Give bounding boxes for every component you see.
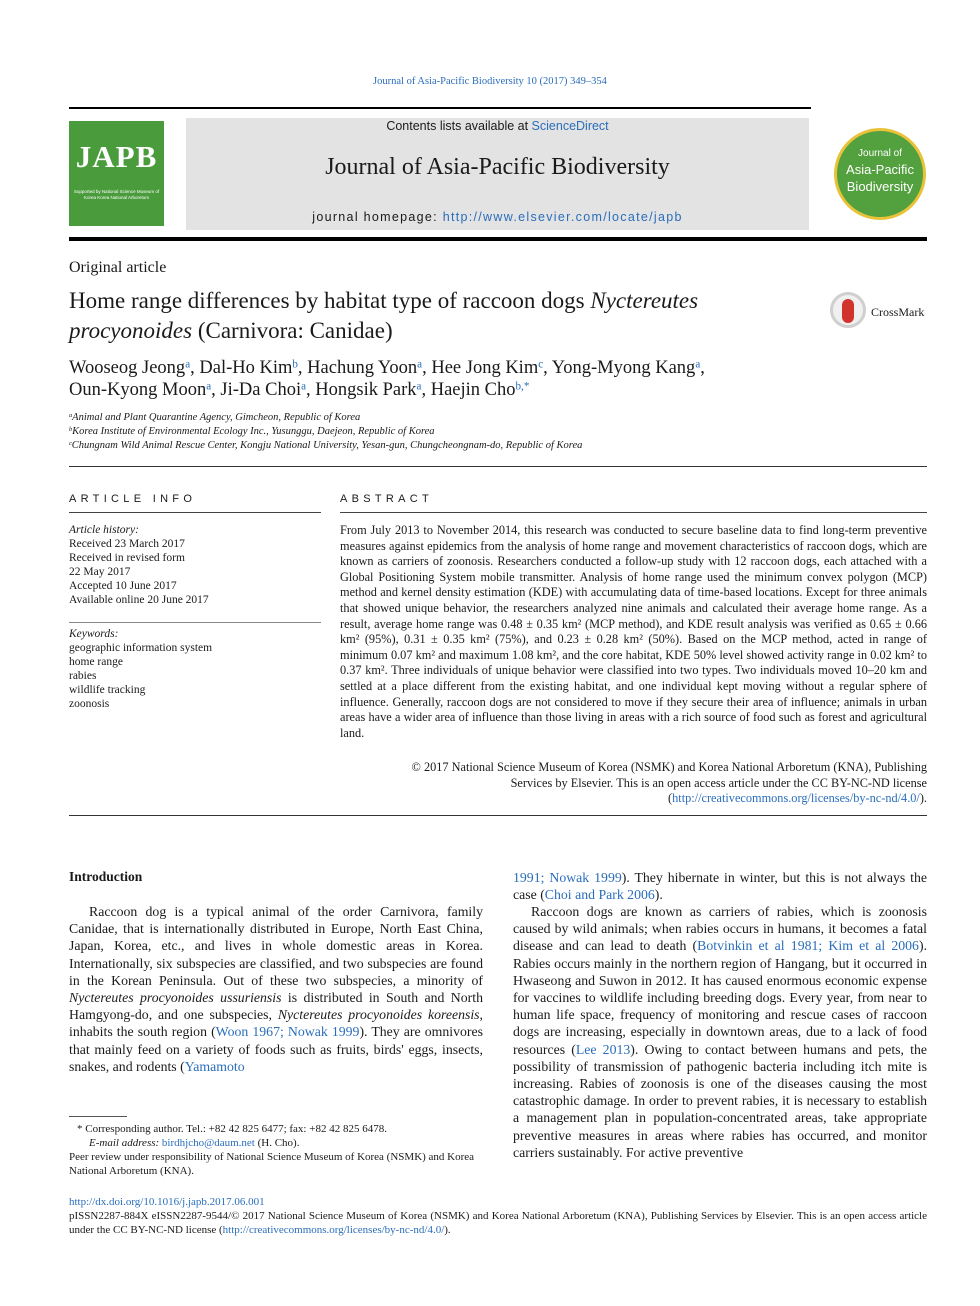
author-list: Wooseog Jeong$^a$, Dal-Ho Kim$^b$, Hachung Yoon$^a$, Hee Jong Kim$^c$, Yong-Myong Kang$^a$, Oun-Kyong Moon$^a$, Ji-Da Choi$^a$, Hongsik Park$^a$, Haejin Cho$^{b,*}$ <box>69 358 705 400</box>
reference-link[interactable]: Botvinkin et al 1981; Kim et al 2006 <box>697 938 919 954</box>
sciencedirect-link[interactable]: ScienceDirect <box>531 119 609 133</box>
article-history <box>69 523 321 607</box>
abstract-heading: ABSTRACT <box>340 493 434 505</box>
journal-homepage <box>186 210 809 224</box>
history-item: Accepted 10 June 2017 <box>69 580 177 592</box>
abstract-copyright <box>340 760 927 807</box>
author-name: Haejin Cho <box>430 380 516 400</box>
affiliation-key: b <box>69 425 73 433</box>
affiliation-rule <box>69 466 927 467</box>
author-name: Wooseog Jeong <box>69 358 186 378</box>
author-name: Oun-Kyong Moon <box>69 380 207 400</box>
author-affiliation-marker[interactable]: a <box>185 358 191 371</box>
affiliation-item <box>69 425 929 439</box>
bottom-license-link[interactable]: http://creativecommons.org/licenses/by-nc-nd/4.0/ <box>222 1224 445 1236</box>
affiliation-key: c <box>69 439 72 447</box>
introduction-heading: Introduction <box>69 869 143 884</box>
history-item: Received 23 March 2017 <box>69 538 185 550</box>
journal-title: Journal of Asia-Pacific Biodiversity <box>325 154 670 180</box>
journal-citation[interactable]: Journal of Asia-Pacific Biodiversity 10 (2017) 349–354 <box>373 76 607 87</box>
intro-text: ). Rabies occurs mainly in the northern region of Hangang, but it occurred in Hwaseong and Suwon in 2012. It has caused enormous economic expense for vaccines to wildlife including breeding dogs. Every year, from near to human life space, frequency of monitoring and rescue cases of raccoon dogs are increasing, especially in downtown areas, due to a lack of food resources ( <box>513 938 928 1057</box>
affiliation-item <box>69 411 929 425</box>
species-name: Nyctereutes procyonoides ussuriensis <box>69 990 282 1006</box>
affiliations <box>69 411 929 453</box>
abstract-text: From July 2013 to November 2014, this research was conducted to secure baseline data to find long-term preventive measures against epidemics from the analysis of home range and movement characteristics of raccoon dogs, which are known as carriers of zoonosis. Researchers conducted a follow-up study with 12 raccoon dogs, each attached with a Global Positioning System mobile transmitter. Analysis of home range used the minimum convex polygon (MCP) method and kernel density estimation (KDE) with accumulating data of time-based locations. Except for three animals that showed unique behavior, the researchers analyzed nine animals and calculated their average home range. As a result, average home range was 0.48 ± 0.35 km² (MCP method), and KDE result analysis was verified as 0.65 ± 0.66 km² (95%), 0.31 ± 0.35 km² (75%), and 0.23 ± 0.28 km² (50%). Based on the MCP method, acted in range of minimum 0.07 km² and maximum 1.08 km², and the core habitat, KDE 50% level showed activity range in 0.02 km² to 0.37 km². Three individuals of unique behavior were classified into two types. Two individuals moved 10–20 km and settled at a place different from the existing habitat, and one individual kept moving without a regular sphere of influence. Generally, raccoon dogs are not considered to move if they secure their area of influence; animals in urban areas have a wider area of influence than those living in areas with a rich source of food such as forest and agricultural land. <box>340 523 927 740</box>
keywords-label: Keywords: <box>69 628 119 640</box>
author-name: Ji-Da Choi <box>220 380 302 400</box>
history-item: Received in revised form <box>69 552 185 564</box>
header-thick-rule <box>69 237 927 241</box>
affiliation-key: a <box>69 411 73 419</box>
reference-link[interactable]: 1991; Nowak 1999 <box>513 870 622 885</box>
contents-prefix: Contents lists available at <box>386 119 532 133</box>
footnote-rule <box>69 1116 127 1117</box>
copyright-line1: © 2017 National Science Museum of Korea (NSMK) and Korea National Arboretum (KNA), Publishing <box>411 760 927 774</box>
intro-text: ). They are omnivores that mainly feed on a variety of foods such as fruits, birds' eggs, insects, snakes, and rodents ( <box>69 1024 483 1074</box>
author-affiliation-marker[interactable]: c <box>538 358 544 371</box>
reference-link[interactable]: Woon 1967; Nowak 1999 <box>215 1024 360 1040</box>
bottom-info <box>69 1195 927 1237</box>
keyword-item: zoonosis <box>69 698 110 710</box>
intro-text: ). <box>654 887 663 903</box>
email-suffix: (H. Cho). <box>254 1137 300 1149</box>
title-species: Nyctereutes procyonoides <box>69 288 699 343</box>
affiliation-text: Chungnam Wild Animal Rescue Center, Kongju National University, Yesan-gun, Chungcheongnam-do, Republic of Korea <box>71 440 583 451</box>
intro-text: ). They hibernate in winter, but this is not always the case ( <box>513 870 927 903</box>
intro-text: ). Owing to contact between humans and pets, the possibility of transmission of pathogenic bacteria including itch mite is increasing. Rabies of zoonosis is one of the diseases causing the most catastrophic damage. In order to prevent rabies, it is necessary to establish a management plan in population-concentrated areas, take appropriate preventive measures in areas where rabies has occurred, and monitor carriers sustainably. For active preventive <box>513 1041 927 1160</box>
keyword-item: geographic information system <box>69 642 213 654</box>
author-affiliation-marker[interactable]: a <box>301 380 307 393</box>
abstract-rule <box>340 512 927 513</box>
intro-text: Raccoon dog is a typical animal of the order Carnivora, family Canidae, that is internationally distributed in Europe, North East China, Japan, Korea, etc., and lives in whole domestic areas in Korea. Internationally, six subspecies are classified, and two subspecies are found in the Korean Peninsula. Out of these two subspecies, a minority of <box>69 904 483 988</box>
keyword-item: home range <box>69 656 123 668</box>
contents-line <box>186 119 809 133</box>
affiliation-text: Korea Institute of Environmental Ecology Inc., Yusunggu, Daejeon, Republic of Korea <box>72 426 435 437</box>
reference-link[interactable]: Choi and Park 2006 <box>544 887 655 903</box>
bottom-license-suffix: ). <box>444 1224 451 1236</box>
copyright-suffix: ). <box>919 791 927 806</box>
corresponding-author: * Corresponding author. Tel.: +82 42 825 6477; fax: +82 42 825 6478. <box>77 1123 387 1135</box>
history-item: Available online 20 June 2017 <box>69 594 209 606</box>
issn-text: pISSN2287-884X eISSN2287-9544/© 2017 National Science Museum of Korea (NSMK) and Korea National Arboretum (KNA), Publishing Services by Elsevier. This is an open access article under the CC BY-NC-ND license ( <box>69 1210 927 1236</box>
keywords-rule <box>69 622 321 623</box>
crossmark-icon <box>830 292 866 328</box>
affiliation-item <box>69 439 929 453</box>
author-name: Yong-Myong Kang <box>551 358 696 378</box>
license-link[interactable]: http://creativecommons.org/licenses/by-nc-nd/4.0/ <box>672 791 920 806</box>
species-name: Nyctereutes procyonoides koreensis <box>277 1007 480 1023</box>
article-info-heading: ARTICLE INFO <box>69 493 197 505</box>
crossmark-label: CrossMark <box>871 305 925 319</box>
author-name: Hachung Yoon <box>307 358 418 378</box>
email-label: E-mail address: <box>89 1137 162 1149</box>
footnotes <box>69 1122 483 1178</box>
logo-line2: Asia-Pacific <box>846 162 914 177</box>
intro-right-paragraph <box>513 903 927 1161</box>
title-part2: (Carnivora: Canidae) <box>192 318 393 343</box>
reference-link[interactable]: Yamamoto <box>184 1058 245 1074</box>
intro-left-column <box>69 903 483 1075</box>
author-affiliation-marker[interactable]: a <box>417 358 423 371</box>
homepage-link[interactable]: http://www.elsevier.com/locate/japb <box>442 210 683 224</box>
author-affiliation-marker[interactable]: a <box>416 380 422 393</box>
japb-logo-subtext: Supported by National Science Museum of Korea Korea National Arboretum <box>73 189 160 200</box>
affiliation-text: Animal and Plant Quarantine Agency, Gimcheon, Republic of Korea <box>72 412 361 423</box>
author-affiliation-marker[interactable]: b,* <box>515 380 530 393</box>
article-info-rule <box>69 512 321 513</box>
header-rule <box>69 107 811 109</box>
email-link[interactable]: birdhjcho@daum.net <box>161 1137 255 1149</box>
keyword-item: wildlife tracking <box>69 684 146 696</box>
logo-line3: Biodiversity <box>846 179 914 194</box>
japb-logo-text: JAPB <box>75 139 158 174</box>
history-item: 22 May 2017 <box>69 566 131 578</box>
author-affiliation-marker[interactable]: b <box>292 358 298 371</box>
intro-text: , inhabits the south region ( <box>69 1007 483 1040</box>
intro-text: is distributed in South and North Hamgyong-do, and one subspecies, <box>69 990 483 1023</box>
author-affiliation-marker[interactable]: a <box>695 358 701 371</box>
intro-text: Raccoon dogs are known as carriers of rabies, which is zoonosis caused by wild animals; when rabies occurs in humans, it becomes a fatal disease and can lead to death ( <box>513 904 927 954</box>
paper-title <box>69 286 809 346</box>
author-name: Hongsik Park <box>315 380 417 400</box>
logo-line1: Journal of <box>858 148 902 159</box>
peer-review-note: Peer review under responsibility of National Science Museum of Korea (NSMK) and Korea National Arboretum (KNA). <box>69 1151 475 1177</box>
keywords <box>69 627 321 711</box>
author-name: Hee Jong Kim <box>431 358 539 378</box>
reference-link[interactable]: Lee 2013 <box>575 1041 631 1057</box>
title-part1: Home range differences by habitat type of raccoon dogs <box>69 288 591 313</box>
intro-right-continuation <box>513 869 927 903</box>
homepage-label: journal homepage: <box>312 210 443 224</box>
history-label: Article history: <box>69 524 139 536</box>
japb-logo <box>69 121 164 226</box>
article-type: Original article <box>69 259 167 276</box>
keyword-item: rabies <box>69 670 97 682</box>
author-name: Dal-Ho Kim <box>199 358 293 378</box>
crossmark-badge[interactable] <box>830 291 930 331</box>
doi-link[interactable]: http://dx.doi.org/10.1016/j.japb.2017.06.001 <box>69 1196 265 1208</box>
copyright-line2: Services by Elsevier. This is an open access article under the CC BY-NC-ND license ( <box>510 775 927 806</box>
abstract-bottom-rule <box>69 815 927 816</box>
journal-circle-logo <box>834 128 926 220</box>
author-affiliation-marker[interactable]: a <box>206 380 212 393</box>
